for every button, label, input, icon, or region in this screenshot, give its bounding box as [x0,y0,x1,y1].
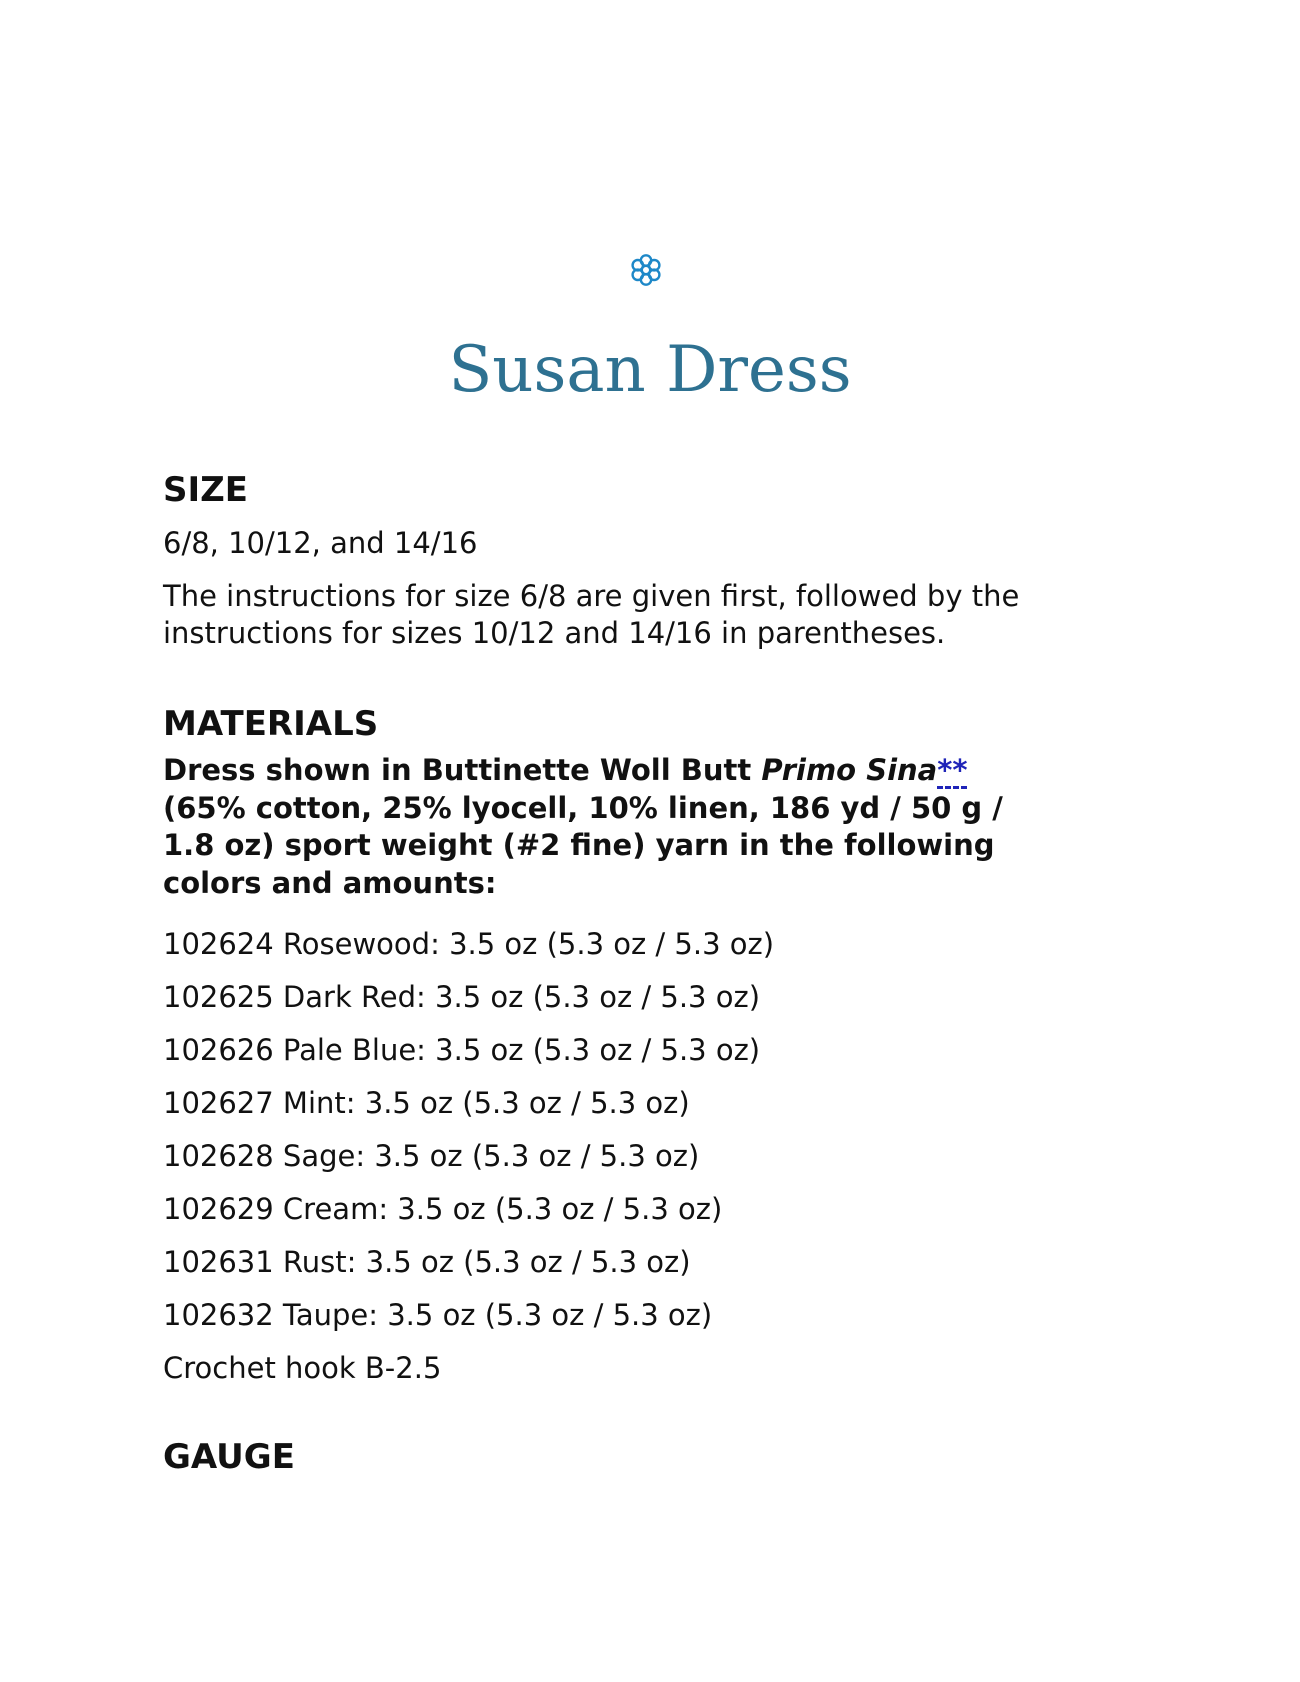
materials-intro-line-2: (65% cotton, 25% lyocell, 10% linen, 186 yd / 50 g / [163,790,1003,825]
color-item: 102624 Rosewood: 3.5 oz (5.3 oz / 5.3 oz) [163,927,775,961]
materials-intro-line-4: colors and amounts: [163,865,497,900]
color-item: 102625 Dark Red: 3.5 oz (5.3 oz / 5.3 oz) [163,980,761,1014]
materials-intro-line-1 [163,752,1123,790]
color-item: 102627 Mint: 3.5 oz (5.3 oz / 5.3 oz) [163,1086,690,1120]
footnote-link[interactable]: ** [937,753,968,787]
color-item: 102631 Rust: 3.5 oz (5.3 oz / 5.3 oz) [163,1245,691,1279]
hook-text: Crochet hook B-2.5 [163,1351,442,1385]
section-heading-gauge: GAUGE [163,1437,295,1477]
color-item: 102628 Sage: 3.5 oz (5.3 oz / 5.3 oz) [163,1139,700,1173]
materials-intro [163,752,1123,902]
section-heading-materials: MATERIALS [163,704,379,744]
size-instructions-line-2: instructions for sizes 10/12 and 14/16 in parentheses. [163,616,946,650]
color-item: 102629 Cream: 3.5 oz (5.3 oz / 5.3 oz) [163,1192,723,1226]
section-heading-size: SIZE [163,470,249,510]
color-item: 102626 Pale Blue: 3.5 oz (5.3 oz / 5.3 oz) [163,1033,761,1067]
color-item: 102632 Taupe: 3.5 oz (5.3 oz / 5.3 oz) [163,1298,713,1332]
sizes-text: 6/8, 10/12, and 14/16 [163,526,478,560]
materials-intro-line-3: 1.8 oz) sport weight (#2 fine) yarn in the following [163,828,995,862]
size-instructions-line-1: The instructions for size 6/8 are given first, followed by the [163,579,1020,613]
materials-intro-text: Dress shown in Buttinette Woll Butt [163,753,762,787]
page-title: Susan Dress [448,333,852,407]
yarn-name: Primo Sina [761,753,938,787]
flower-ornament-icon [626,250,666,290]
